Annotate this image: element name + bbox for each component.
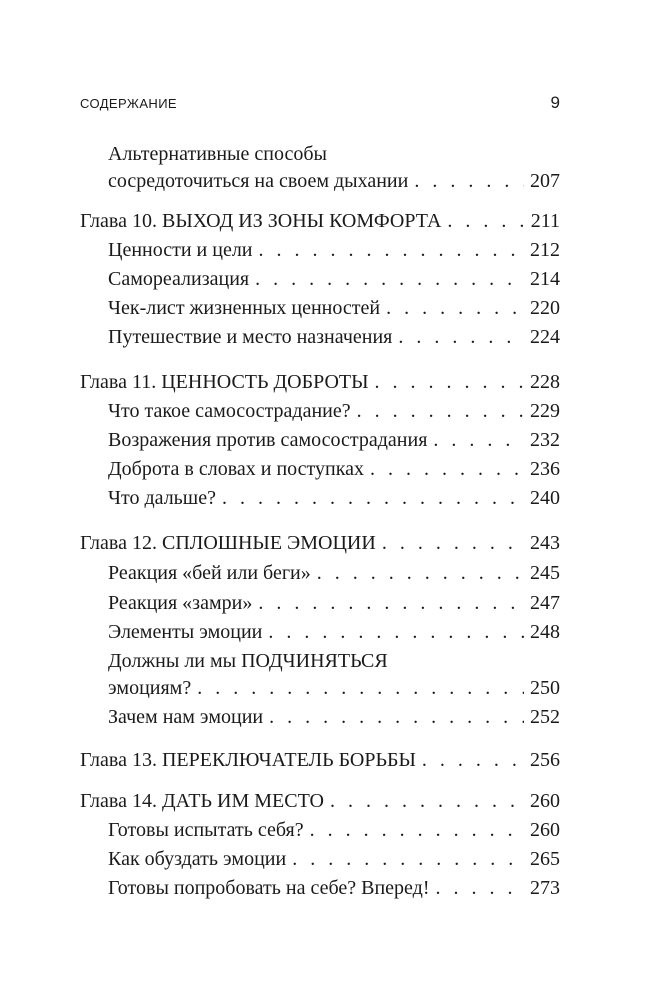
toc-entry-title: Ценности и цели xyxy=(108,239,253,261)
toc-entry-title: Альтернативные способы xyxy=(108,143,327,165)
leader-dots xyxy=(375,368,524,396)
toc-entry-page: 265 xyxy=(530,848,560,870)
toc-entry xyxy=(108,294,560,322)
toc-chapter-11 xyxy=(80,368,560,396)
toc-entry-continuation xyxy=(108,140,560,168)
toc-entry xyxy=(108,236,560,264)
leader-dots xyxy=(433,426,524,454)
toc-entry-title: Что такое самосострадание? xyxy=(108,400,351,422)
toc-entry xyxy=(108,845,560,873)
toc-entry-page: 232 xyxy=(530,429,560,451)
toc-entry-page: 207 xyxy=(530,170,560,192)
leader-dots xyxy=(259,236,524,264)
leader-dots xyxy=(317,559,524,587)
running-header xyxy=(80,93,560,113)
toc-entry xyxy=(108,397,560,425)
toc-entry-page: 224 xyxy=(530,326,560,348)
toc-entry-page: 229 xyxy=(530,400,560,422)
toc-entry-continuation xyxy=(108,647,560,675)
toc-entry-page: 247 xyxy=(530,592,560,614)
leader-dots xyxy=(357,397,524,425)
leader-dots xyxy=(258,589,524,617)
toc-entry-page: 252 xyxy=(530,706,560,728)
toc-entry-title: Что дальше? xyxy=(108,487,216,509)
toc-chapter-10 xyxy=(80,207,560,235)
toc-entry-page: 240 xyxy=(530,487,560,509)
running-header-title: СОДЕРЖАНИЕ xyxy=(80,96,178,111)
leader-dots xyxy=(330,787,524,815)
toc-entry-page: 250 xyxy=(530,677,560,699)
toc-entry-title: Самореализация xyxy=(108,268,250,290)
leader-dots xyxy=(269,703,524,731)
toc-entry-page: 260 xyxy=(530,819,560,841)
toc-chapter-page: 260 xyxy=(530,790,560,812)
leader-dots xyxy=(414,167,524,195)
leader-dots xyxy=(447,207,524,235)
leader-dots xyxy=(222,484,524,512)
toc-chapter-title: Глава 13. ПЕРЕКЛЮЧАТЕЛЬ БОРЬБЫ xyxy=(80,749,416,771)
toc-entry-page: 245 xyxy=(530,562,560,584)
toc-chapter-14 xyxy=(80,787,560,815)
toc-entry xyxy=(108,816,560,844)
toc-entry-title: Возражения против самосострадания xyxy=(108,429,428,451)
toc-entry xyxy=(108,589,560,617)
leader-dots xyxy=(268,618,524,646)
toc-entry xyxy=(108,265,560,293)
toc-entry xyxy=(108,323,560,351)
toc-entry xyxy=(108,167,560,195)
toc-chapter-page: 211 xyxy=(530,210,560,232)
toc-entry xyxy=(108,455,560,483)
leader-dots xyxy=(370,455,524,483)
leader-dots xyxy=(386,294,524,322)
page-number: 9 xyxy=(550,93,560,112)
toc-entry-page: 273 xyxy=(530,877,560,899)
toc-chapter-page: 228 xyxy=(530,371,560,393)
leader-dots xyxy=(398,323,524,351)
toc-entry xyxy=(108,484,560,512)
leader-dots xyxy=(382,529,524,557)
toc-entry-title: эмоциям? xyxy=(108,677,192,699)
leader-dots xyxy=(436,874,525,902)
leader-dots xyxy=(292,845,524,873)
leader-dots xyxy=(310,816,524,844)
toc-entry-title: Как обуздать эмоции xyxy=(108,848,287,870)
toc-entry-page: 212 xyxy=(530,239,560,261)
toc-entry-page: 236 xyxy=(530,458,560,480)
toc-chapter-title: Глава 10. ВЫХОД ИЗ ЗОНЫ КОМФОРТА xyxy=(80,210,442,232)
toc-entry-title: Элементы эмоции xyxy=(108,621,263,643)
toc-entry-title: Зачем нам эмоции xyxy=(108,706,264,728)
toc-chapter-title: Глава 14. ДАТЬ ИМ МЕСТО xyxy=(80,790,324,812)
toc-entry-title: Готовы испытать себя? xyxy=(108,819,304,841)
toc-chapter-13 xyxy=(80,746,560,774)
toc-chapter-page: 256 xyxy=(530,749,560,771)
toc-entry-title: сосредоточиться на своем дыхании xyxy=(108,170,409,192)
toc-entry xyxy=(108,874,560,902)
toc-entry xyxy=(108,703,560,731)
toc-entry-page: 248 xyxy=(530,621,560,643)
toc-entry-title: Готовы попробовать на себе? Вперед! xyxy=(108,877,430,899)
toc-entry-title: Доброта в словах и поступках xyxy=(108,458,365,480)
toc-chapter-page: 243 xyxy=(530,532,560,554)
toc-entry-page: 220 xyxy=(530,297,560,319)
leader-dots xyxy=(197,674,524,702)
toc-entry-title: Путешествие и место назначения xyxy=(108,326,393,348)
toc-entry xyxy=(108,674,560,702)
toc-chapter-title: Глава 11. ЦЕННОСТЬ ДОБРОТЫ xyxy=(80,371,369,393)
leader-dots xyxy=(422,746,524,774)
toc-chapter-title: Глава 12. СПЛОШНЫЕ ЭМОЦИИ xyxy=(80,532,376,554)
toc-entry-title: Реакция «замри» xyxy=(108,592,253,614)
toc-entry xyxy=(108,618,560,646)
toc-entry-title: Реакция «бей или беги» xyxy=(108,562,311,584)
toc-entry-page: 214 xyxy=(530,268,560,290)
toc-entry-title: Чек-лист жизненных ценностей xyxy=(108,297,381,319)
toc-chapter-12 xyxy=(80,529,560,557)
toc-entry-title: Должны ли мы ПОДЧИНЯТЬСЯ xyxy=(108,650,388,672)
toc-entry xyxy=(108,426,560,454)
toc-entry xyxy=(108,559,560,587)
leader-dots xyxy=(255,265,524,293)
